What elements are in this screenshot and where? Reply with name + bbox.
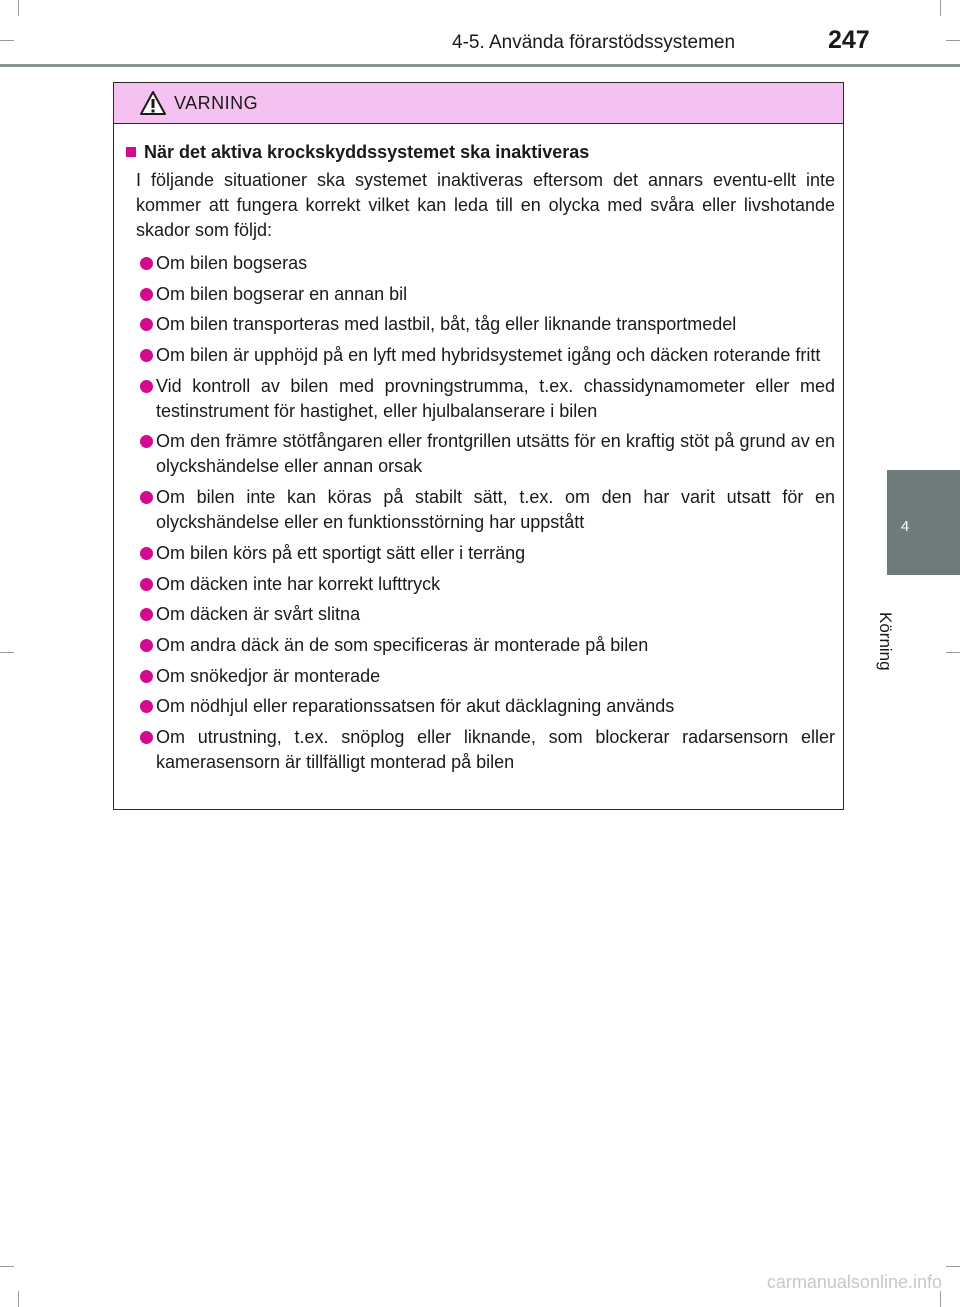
bullet-dot-icon: [140, 731, 153, 744]
list-item: Om andra däck än de som specificeras är monterade på bilen: [126, 633, 835, 658]
list-item: Om bilen bogserar en annan bil: [126, 282, 835, 307]
list-item: Om bilen transporteras med lastbil, båt, tåg eller liknande transportmedel: [126, 312, 835, 337]
chapter-label: Körning: [876, 612, 895, 671]
list-item: Om bilen inte kan köras på stabilt sätt, t.ex. om den har varit utsatt för en olyckshändelse eller en funktionsstörning har uppstått: [126, 485, 835, 535]
bullet-dot-icon: [140, 608, 153, 621]
list-item: Om däcken inte har korrekt lufttryck: [126, 572, 835, 597]
crop-mark: [940, 0, 941, 16]
section-title: 4-5. Använda förarstödssystemen: [452, 32, 736, 53]
warning-intro: I följande situationer ska systemet inaktiveras eftersom det annars eventu-ellt inte kommer att fungera korrekt vilket kan leda till en olycka med svåra eller livshotande skador som följd:: [136, 170, 835, 240]
warning-list: [126, 251, 835, 775]
crop-mark: [0, 652, 14, 653]
bullet-dot-icon: [140, 670, 153, 683]
crop-mark: [0, 1266, 14, 1267]
crop-mark: [940, 1291, 941, 1307]
crop-mark: [18, 1291, 19, 1307]
crop-mark: [946, 652, 960, 653]
crop-mark: [946, 1266, 960, 1267]
bullet-dot-icon: [140, 639, 153, 652]
watermark: carmanualsonline.info: [766, 1272, 942, 1292]
bullet-dot-icon: [140, 288, 153, 301]
bullet-dot-icon: [140, 491, 153, 504]
list-item: Om nödhjul eller reparationssatsen för akut däcklagning används: [126, 694, 835, 719]
bullet-dot-icon: [140, 380, 153, 393]
bullet-dot-icon: [140, 700, 153, 713]
square-bullet-icon: [126, 147, 136, 157]
list-item: Om den främre stötfångaren eller frontgrillen utsätts för en kraftig stöt på grund av en olyckshändelse eller annan orsak: [126, 429, 835, 479]
page-number: 247: [828, 26, 870, 54]
crop-mark: [946, 40, 960, 41]
warning-header: [114, 83, 843, 124]
warning-body: [114, 124, 843, 775]
bullet-dot-icon: [140, 318, 153, 331]
header-rule: [0, 64, 960, 67]
warning-subheading-text: När det aktiva krockskyddssystemet ska inaktiveras: [144, 142, 590, 162]
crop-mark: [18, 0, 19, 16]
bullet-dot-icon: [140, 547, 153, 560]
warning-triangle-icon: [140, 91, 166, 115]
warning-box: [113, 82, 844, 810]
warning-label: VARNING: [174, 92, 259, 113]
list-item: Om snökedjor är monterade: [126, 664, 835, 689]
bullet-dot-icon: [140, 257, 153, 270]
warning-subheading: [126, 140, 835, 164]
bullet-dot-icon: [140, 578, 153, 591]
list-item: Om bilen är upphöjd på en lyft med hybridsystemet igång och däcken roterande fritt: [126, 343, 835, 368]
list-item: Vid kontroll av bilen med provningstrumma, t.ex. chassidynamometer eller med testinstrument för hastighet, eller hjulbalanserare i bilen: [126, 374, 835, 424]
bullet-dot-icon: [140, 435, 153, 448]
crop-mark: [0, 40, 14, 41]
list-item: Om bilen bogseras: [126, 251, 835, 276]
chapter-number: 4: [900, 518, 910, 535]
list-item: Om bilen körs på ett sportigt sätt eller i terräng: [126, 541, 835, 566]
list-item: Om däcken är svårt slitna: [126, 602, 835, 627]
list-item: Om utrustning, t.ex. snöplog eller liknande, som blockerar radarsensorn eller kamerasensorn är tillfälligt monterad på bilen: [126, 725, 835, 775]
bullet-dot-icon: [140, 349, 153, 362]
